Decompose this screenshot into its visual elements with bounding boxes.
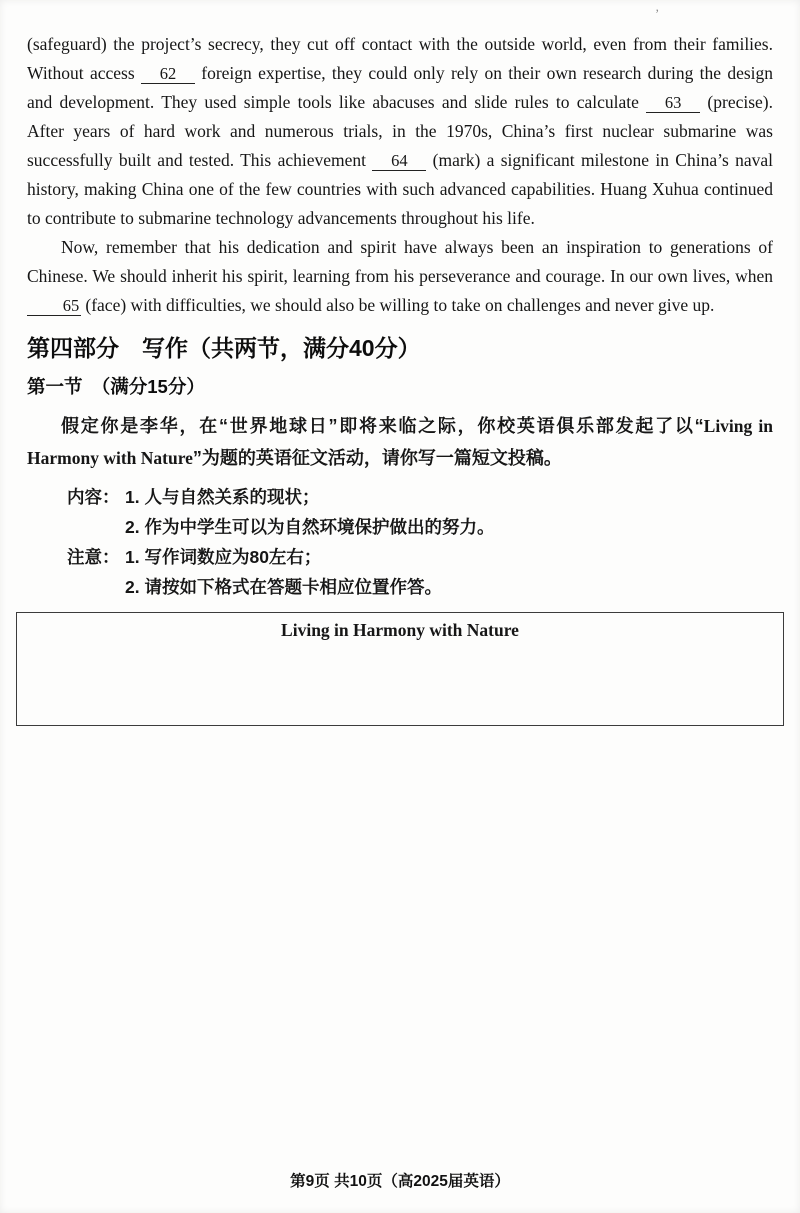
passage-paragraph-2 xyxy=(27,233,773,320)
passage-paragraph-1 xyxy=(27,30,773,233)
content-item-1: 1. 人与自然关系的现状； xyxy=(125,487,320,507)
passage-text: (safeguard) the project’s secrecy, they cut off contact with the outside world, even from their families. Without access xyxy=(27,34,773,83)
writing-prompt xyxy=(27,410,773,474)
essay-box-title: Living in Harmony with Nature xyxy=(281,620,519,640)
prompt-text: ”为题的英语征文活动，请你写一篇短文投稿。 xyxy=(192,448,562,468)
passage-text: (face) with difficulties, we should also be willing to take on challenges and never give up. xyxy=(81,295,715,315)
passage-text: Now, remember that his dedication and spirit have always been an inspiration to generations of Chinese. We should inherit his spirit, learning from his perseverance and courage. In our own lives, when xyxy=(27,237,773,286)
content-label: 内容： xyxy=(67,487,120,507)
essay-answer-box xyxy=(16,612,784,726)
notes-label: 注意： xyxy=(67,547,120,567)
content-label-spacer xyxy=(67,512,125,542)
passage-text: (mark) a significant milestone in China’s naval history, making China one of the few countries with such advanced capabilities. Huang Xuhua continued to contribute to submarine technology advancements throughout his life. xyxy=(27,150,773,228)
content-row-2 xyxy=(67,512,773,542)
passage-text: foreign expertise, they could only rely on their own research during the design and development. They used simple tools like abacuses and slide rules to calculate xyxy=(27,63,774,112)
content-item-2: 2. 作为中学生可以为自然环境保护做出的努力。 xyxy=(125,517,495,537)
notes-row-1 xyxy=(67,542,773,572)
content-row-1 xyxy=(67,482,773,512)
prompt-text: 假定你是李华，在“世界地球日”即将来临之际，你校英语俱乐部发起了以“ xyxy=(61,416,704,436)
page-footer: 第9页 共10页（高2025届英语） xyxy=(290,1173,510,1190)
notes-row-2 xyxy=(67,572,773,602)
requirements-block xyxy=(27,482,773,602)
blank-64: 64 xyxy=(372,151,426,171)
blank-63: 63 xyxy=(646,93,700,113)
notes-item-1: 1. 写作词数应为80左右； xyxy=(125,547,322,567)
notes-item-2: 2. 请按如下格式在答题卡相应位置作答。 xyxy=(125,577,442,597)
essay-title-inline: Living in Harmony with Nature xyxy=(27,416,773,468)
blank-62: 62 xyxy=(141,64,195,84)
notes-label-spacer xyxy=(67,572,125,602)
blank-65: 65 xyxy=(27,296,81,316)
scan-artifact: ’ xyxy=(655,6,660,21)
part1-title: 第一节 （满分15分） xyxy=(27,376,205,397)
passage-text: (precise). After years of hard work and numerous trials, in the 1970s, China’s first nuclear submarine was successfully built and tested. This achievement xyxy=(27,92,773,170)
section4-title: 第四部分 写作（共两节，满分40分） xyxy=(27,335,421,361)
